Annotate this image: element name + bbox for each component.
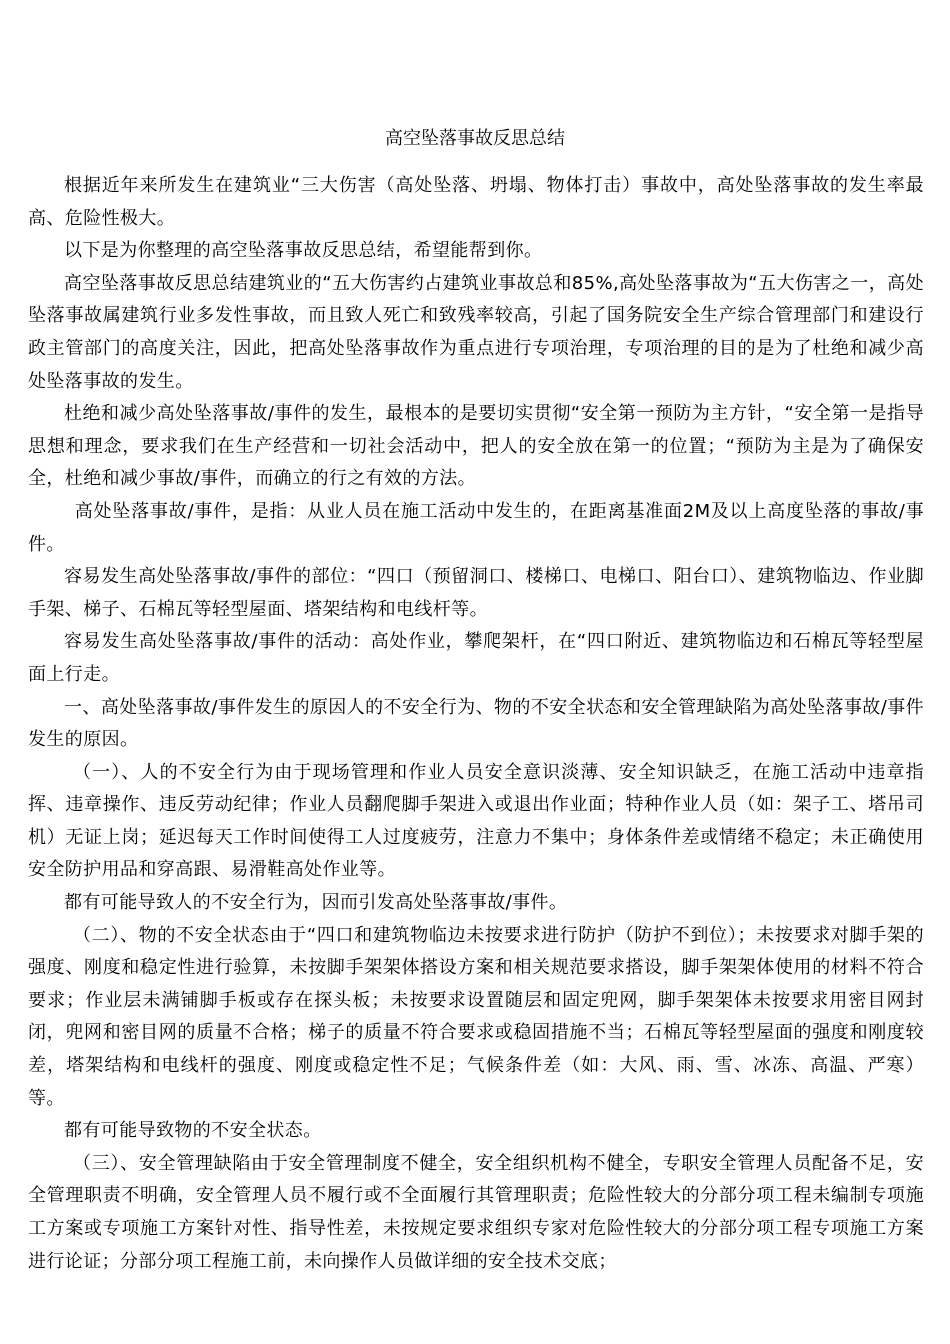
paragraph-section-1: 一、高处坠落事故/事件发生的原因人的不安全行为、物的不安全状态和安全管理缺陷为高处坠落事故/事件发生的原因。 [28,696,924,751]
paragraph-intro: 根据近年来所发生在建筑业“三大伤害（高处坠落、坍塌、物体打击）事故中，高处坠落事故的发生率最高、危险性极大。 [28,175,924,229]
paragraph-unsafe-state: （二）、物的不安全状态由于“四口和建筑物临边未按要求进行防护（防护不到位）；未按要求对脚手架的强度、刚度和稳定性进行验算，未按脚手架架体搭设方案和相关规范要求搭设，脚手架架体使用的材料不符合要求；作业层未满铺脚手板或存在探头板；未按要求设置随层和固定兜网，脚手架架体未按要求用密目网封闭，兜网和密目网的质量不合格；梯子的质量不符合要求或稳固措施不当；石棉瓦等轻型屋面的强度和刚度较差，塔架结构和电线杆的强度、刚度或稳定性不足；气候条件差（如：大风、雨、雪、冰冻、高温、严寒）等。 [28,924,924,1109]
paragraph-unsafe-behavior: （一）、人的不安全行为由于现场管理和作业人员安全意识淡薄、安全知识缺乏，在施工活动中违章指挥、违章操作、违反劳动纪律；作业人员翻爬脚手架进入或退出作业面；特种作业人员（如：架子工、塔吊司机）无证上岗；延迟每天工作时间使得工人过度疲劳，注意力不集中；身体条件差或情绪不稳定；未正确使用安全防护用品和穿高跟、易滑鞋高处作业等。 [28,761,924,881]
document-title: 高空坠落事故反思总结 [385,128,565,149]
document-body [28,170,924,1278]
paragraph-definition: 高处坠落事故/事件，是指：从业人员在施工活动中发生的，在距离基准面2M及以上高度坠落的事故/事件。 [28,500,924,555]
paragraph-policy: 杜绝和减少高处坠落事故/事件的发生，最根本的是要切实贯彻“安全第一预防为主方针，“安全第一是指导思想和理念，要求我们在生产经营和一切社会活动中，把人的安全放在第一的位置；“预防为主是为了确保安全，杜绝和减少事故/事件，而确立的行之有效的方法。 [28,403,924,490]
paragraph-management-defects: （三）、安全管理缺陷由于安全管理制度不健全，安全组织机构不健全，专职安全管理人员配备不足，安全管理职责不明确，安全管理人员不履行或不全面履行其管理职责；危险性较大的分部分项工程未编制专项施工方案或专项施工方案针对性、指导性差，未按规定要求组织专家对危险性较大的分部分项工程专项施工方案进行论证；分部分项工程施工前，未向操作人员做详细的安全技术交底； [28,1152,924,1272]
paragraph-overview: 高空坠落事故反思总结建筑业的“五大伤害约占建筑业事故总和85%,高处坠落事故为“五大伤害之一，高处坠落事故属建筑行业多发性事故，而且致人死亡和致残率较高，引起了国务院安全生产综合管理部门和建设行政主管部门的高度关注，因此，把高处坠落事故作为重点进行专项治理，专项治理的目的是为了杜绝和减少高处坠落事故的发生。 [28,272,924,392]
paragraph-preface: 以下是为你整理的高空坠落事故反思总结，希望能帮到你。 [64,240,543,262]
paragraph-behavior-summary: 都有可能导致人的不安全行为，因而引发高处坠落事故/事件。 [64,892,568,914]
paragraph-activities: 容易发生高处坠落事故/事件的活动：高处作业，攀爬架杆，在“四口附近、建筑物临边和石棉瓦等轻型屋面上行走。 [28,631,924,685]
paragraph-locations: 容易发生高处坠落事故/事件的部位：“四口（预留洞口、楼梯口、电梯口、阳台口）、建筑物临边、作业脚手架、梯子、石棉瓦等轻型屋面、塔架结构和电线杆等。 [28,566,924,620]
paragraph-state-summary: 都有可能导致物的不安全状态。 [64,1120,322,1142]
